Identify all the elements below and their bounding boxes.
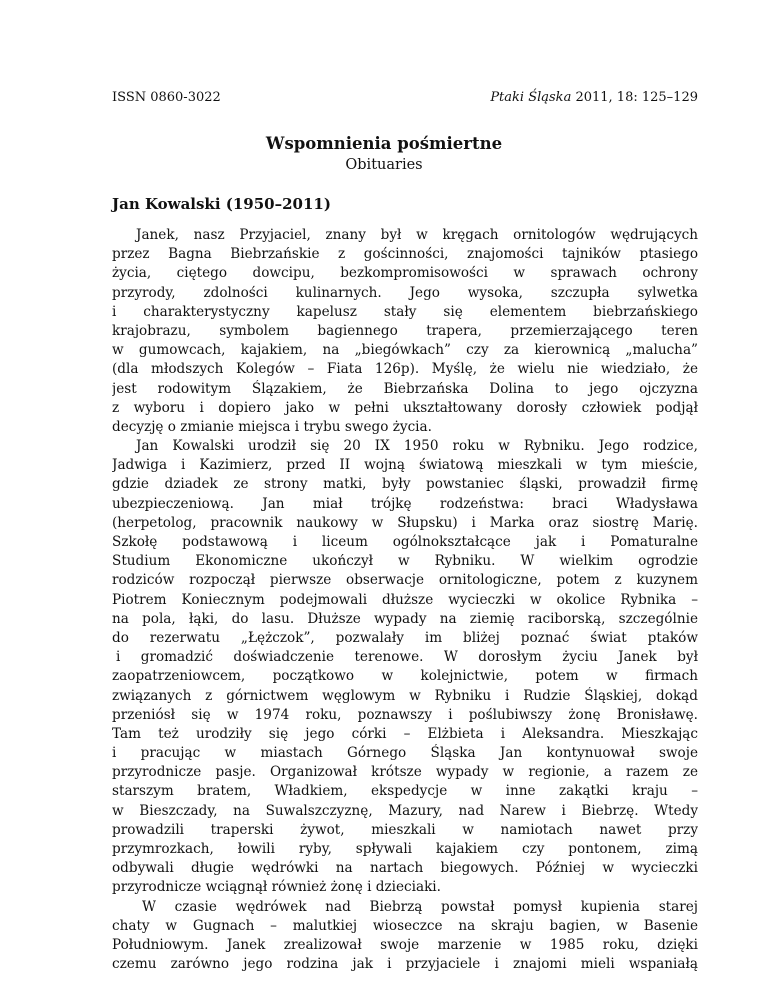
text-line: jest rodowitym Ślązakiem, że Biebrzańska Dolina to jego ojczyzna <box>112 380 698 397</box>
text-line: ubezpieczeniową. Jan miał trójkę rodzeństwa: braci Władysława <box>112 495 698 512</box>
journal-citation <box>490 88 698 108</box>
text-line: i charakterystyczny kapelusz stały się elementem biebrzańskiego <box>112 303 698 320</box>
section-subtitle: Obituaries <box>345 157 423 173</box>
text-line: krajobrazu, symbolem bagiennego trapera, przemierzającego teren <box>112 322 698 339</box>
text-line: do rezerwatu „Łężczok”, pozwalały im bliżej poznać świat ptaków <box>112 629 698 646</box>
text-line: gdzie dziadek ze strony matki, były powstaniec śląski, prowadził firmę <box>112 476 698 493</box>
text-line: na pola, łąki, do lasu. Dłuższe wypady na ziemię raciborską, szczególnie <box>112 610 698 627</box>
volume-pages: 2011, 18: 125–129 <box>571 90 698 105</box>
text-line: prowadzili traperski żywot, mieszkali w namiotach nawet przy <box>112 821 698 838</box>
text-line: życia, ciętego dowcipu, bezkompromisowości w sprawach ochrony <box>112 265 698 282</box>
text-line: odbywali długie wędrówki na nartach biegowych. Później w wycieczki <box>112 860 698 877</box>
text-line: Janek, nasz Przyjaciel, znany był w kręgach ornitologów wędrujących <box>136 227 698 243</box>
text-line: przez Bagna Biebrzańskie z gościnności, znajomości tajników ptasiego <box>112 246 698 263</box>
text-line: rodziców rozpoczął pierwsze obserwacje ornitologiczne, potem z kuzynem <box>112 572 698 589</box>
obituary-body <box>112 226 698 974</box>
text-line: Tam też urodziły się jego córki – Elżbieta i Aleksandra. Mieszkając <box>112 725 698 742</box>
text-line: związanych z górnictwem węglowym w Rybniku i Rudzie Śląskiej, dokąd <box>112 687 698 704</box>
text-line: i pracując w miastach Górnego Śląska Jan kontynuował swoje <box>112 745 698 762</box>
text-line: i gromadzić doświadczenie terenowe. W dorosłym życiu Janek był <box>116 649 698 666</box>
journal-title: Ptaki Śląska <box>490 90 572 105</box>
text-line: W czasie wędrówek nad Biebrzą powstał pomysł kupienia starej <box>142 898 698 915</box>
text-line: Szkołę podstawową i liceum ogólnokształcące jak i Pomaturalne <box>112 534 698 550</box>
obituary-heading: Jan Kowalski (1950–2011) <box>112 195 331 213</box>
issn-label: ISSN 0860-3022 <box>112 90 221 105</box>
text-line: starszym bratem, Władkiem, ekspedycje w inne zakątki kraju – <box>112 783 698 800</box>
text-line: Południowym. Janek zrealizował swoje marzenie w 1985 roku, dzięki <box>112 936 698 953</box>
text-line: Studium Ekonomiczne ukończył w Rybniku. W wielkim ogrodzie <box>112 553 698 570</box>
text-line: (dla młodszych Kolegów – Fiata 126p). Myślę, że wielu nie wiedziało, że <box>112 361 698 378</box>
text-line: chaty w Gugnach – malutkiej wioseczce na skraju bagien, w Basenie <box>112 917 698 934</box>
text-line: z wyboru i dopiero jako w pełni ukształtowany dorosły człowiek podjął <box>112 399 698 416</box>
text-line: Jan Kowalski urodził się 20 IX 1950 roku w Rybniku. Jego rodzice, <box>136 438 698 455</box>
text-line: przeniósł się w 1974 roku, poznawszy i poślubiwszy żonę Bronisławę. <box>112 706 698 723</box>
text-line: w gumowcach, kajakiem, na „biegówkach” czy za kierownicą „malucha” <box>112 342 698 359</box>
text-line: przyrodnicze wciągnął również żonę i dzieciaki. <box>112 879 441 896</box>
text-line: przyrodnicze pasje. Organizował krótsze wypady w regionie, a razem ze <box>112 764 698 781</box>
text-line: zaopatrzeniowcem, początkowo w kolejnictwie, potem w firmach <box>112 668 698 685</box>
text-line: Jadwiga i Kazimierz, przed II wojną światową mieszkali w tym mieście, <box>112 457 698 474</box>
running-header <box>112 88 698 108</box>
text-line: decyzję o zmianie miejsca i trybu swego życia. <box>112 418 432 435</box>
text-line: czemu zarówno jego rodzina jak i przyjaciele i znajomi mieli wspaniałą <box>112 956 698 973</box>
text-line: Piotrem Koniecznym podejmowali dłuższe wycieczki w okolice Rybnika – <box>112 591 698 608</box>
text-line: przymrozkach, łowili ryby, spływali kajakiem czy pontonem, zimą <box>112 841 698 857</box>
text-line: w Bieszczady, na Suwalszczyznę, Mazury, nad Narew i Biebrzę. Wtedy <box>112 802 698 819</box>
text-line: (herpetolog, pracownik naukowy w Słupsku) i Marka oraz siostrę Marię. <box>112 514 698 531</box>
text-line: przyrody, zdolności kulinarnych. Jego wysoka, szczupła sylwetka <box>112 284 698 301</box>
section-title: Wspomnienia pośmiertne <box>265 134 503 153</box>
